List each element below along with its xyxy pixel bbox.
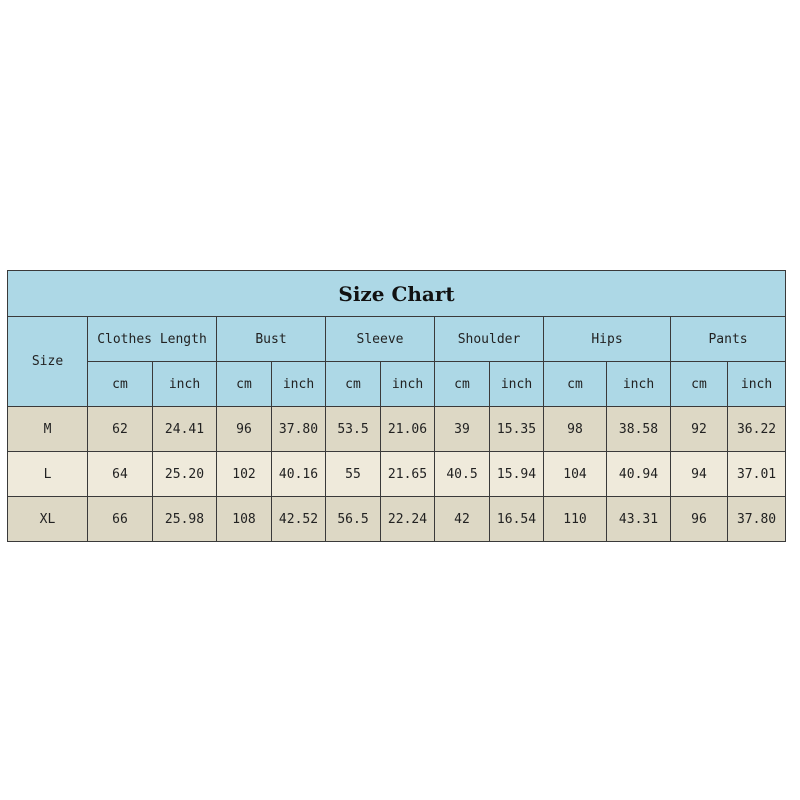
- table-cell: 62: [88, 407, 153, 452]
- unit-header-inch: inch: [381, 362, 435, 407]
- table-cell: 21.65: [381, 452, 435, 497]
- table-cell: 64: [88, 452, 153, 497]
- unit-header-cm: cm: [544, 362, 607, 407]
- table-cell: 42: [435, 497, 490, 542]
- table-row: [8, 407, 786, 452]
- unit-header-inch: inch: [490, 362, 544, 407]
- table-cell: 92: [671, 407, 728, 452]
- unit-header-cm: cm: [88, 362, 153, 407]
- unit-header-inch: inch: [272, 362, 326, 407]
- table-cell: 37.80: [272, 407, 326, 452]
- table-cell: 24.41: [153, 407, 217, 452]
- group-header-pants: Pants: [671, 317, 786, 362]
- size-chart-table: [7, 270, 786, 542]
- table-cell: 104: [544, 452, 607, 497]
- table-cell: 108: [217, 497, 272, 542]
- unit-header-cm: cm: [217, 362, 272, 407]
- table-cell: 110: [544, 497, 607, 542]
- table-cell: 36.22: [728, 407, 786, 452]
- table-cell: 96: [217, 407, 272, 452]
- table-cell: 98: [544, 407, 607, 452]
- table-cell: 16.54: [490, 497, 544, 542]
- table-cell: 39: [435, 407, 490, 452]
- table-cell: 25.98: [153, 497, 217, 542]
- table-row: [8, 452, 786, 497]
- table-cell: 102: [217, 452, 272, 497]
- table-cell: 56.5: [326, 497, 381, 542]
- table-cell: 96: [671, 497, 728, 542]
- group-header-shoulder: Shoulder: [435, 317, 544, 362]
- table-row: [8, 497, 786, 542]
- table-cell: 15.94: [490, 452, 544, 497]
- group-header-clothes-length: Clothes Length: [88, 317, 217, 362]
- table-cell: 37.80: [728, 497, 786, 542]
- group-header-bust: Bust: [217, 317, 326, 362]
- group-header-hips: Hips: [544, 317, 671, 362]
- table-cell: 21.06: [381, 407, 435, 452]
- unit-header-cm: cm: [326, 362, 381, 407]
- size-cell: XL: [8, 497, 88, 542]
- table-cell: 22.24: [381, 497, 435, 542]
- table-cell: 38.58: [607, 407, 671, 452]
- size-cell: L: [8, 452, 88, 497]
- table-cell: 40.16: [272, 452, 326, 497]
- table-cell: 43.31: [607, 497, 671, 542]
- table-cell: 37.01: [728, 452, 786, 497]
- unit-header-inch: inch: [153, 362, 217, 407]
- unit-header-inch: inch: [728, 362, 786, 407]
- table-cell: 40.94: [607, 452, 671, 497]
- size-cell: M: [8, 407, 88, 452]
- table-cell: 15.35: [490, 407, 544, 452]
- table-cell: 94: [671, 452, 728, 497]
- table-cell: 55: [326, 452, 381, 497]
- size-column-header: Size: [8, 317, 88, 407]
- table-title: Size Chart: [8, 271, 786, 317]
- table-cell: 66: [88, 497, 153, 542]
- unit-header-inch: inch: [607, 362, 671, 407]
- table-cell: 25.20: [153, 452, 217, 497]
- group-header-sleeve: Sleeve: [326, 317, 435, 362]
- table-cell: 53.5: [326, 407, 381, 452]
- table-cell: 42.52: [272, 497, 326, 542]
- unit-header-cm: cm: [671, 362, 728, 407]
- unit-header-cm: cm: [435, 362, 490, 407]
- table-cell: 40.5: [435, 452, 490, 497]
